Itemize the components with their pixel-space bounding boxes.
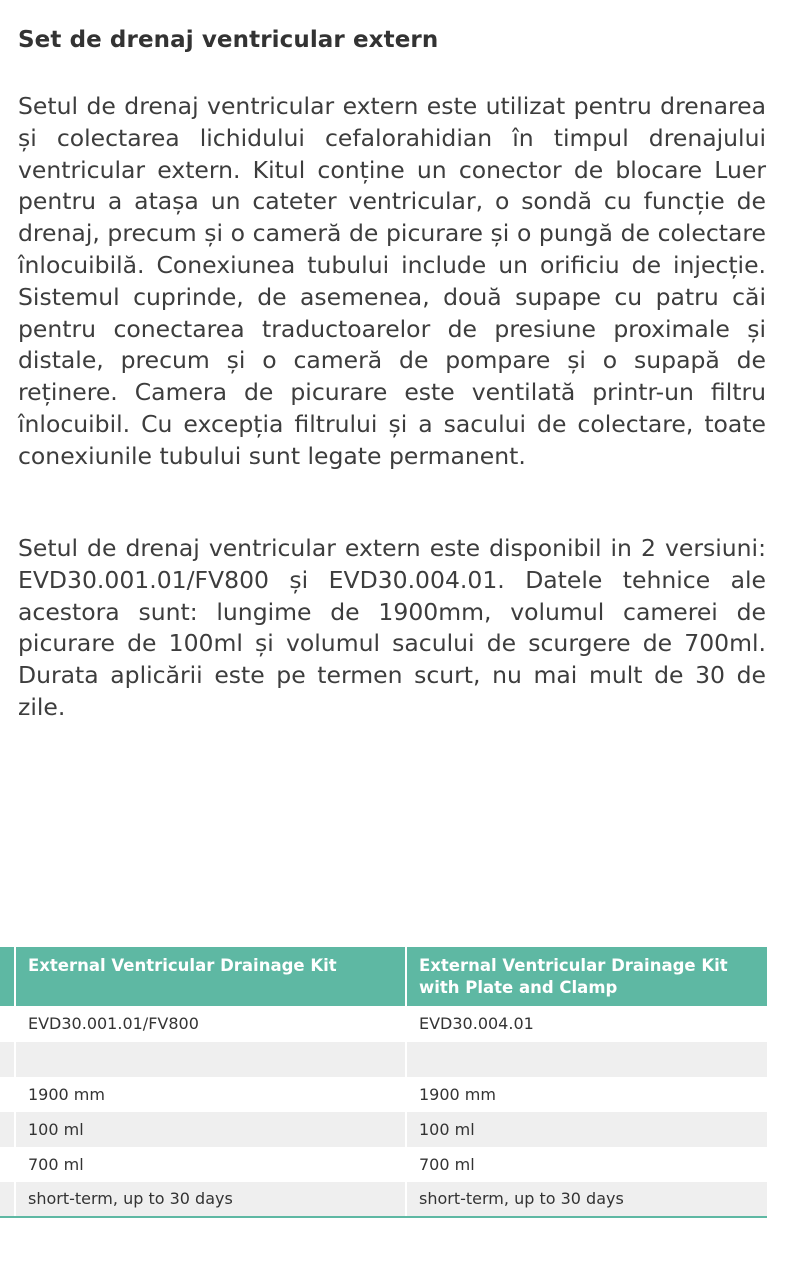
table-cell: 700 ml [406,1147,767,1182]
table-cell [0,1042,15,1077]
description-paragraph: Setul de drenaj ventricular extern este utilizat pentru drenarea și colectarea lichidului cefalorahidian în timpul drenajului ventricular extern. Kitul conține un conector de blocare Luer pentru a atașa un cateter ventricular, o sondă cu funcție de drenaj, precum și o cameră de picurare și o pungă de colectare înlocuibilă. Conexiunea tubului include un orificiu de injecție. Sistemul cuprinde, de asemenea, două supape cu patru căi pentru conectarea traductoarelor de presiune proximale și distale, precum și o cameră de pompare și o supapă de reținere. Camera de picurare este ventilată printr-un filtru înlocuibil. Cu excepția filtrului și a sacului de colectare, toate conexiunile tubului sunt legate permanent. [18,92,766,470]
table-cell: 1900 mm [406,1077,767,1112]
versions-paragraph: Setul de drenaj ventricular extern este disponibil in 2 versiuni: EVD30.001.01/FV800 și EVD30.004.01. Datele tehnice ale acestora sunt: lungime de 1900mm, volumul camerei de picurare de 100ml și volumul sacului de scurgere de 700ml. Durata aplicării este pe termen scurt, nu mai mult de 30 de zile. [18,534,766,721]
table-cell: 700 ml [15,1147,406,1182]
table-cell [406,1042,767,1077]
table-header-label-col [0,947,15,1006]
table-cell: EVD30.004.01 [406,1006,767,1042]
table-cell [0,1006,15,1042]
specs-table-container[interactable] [0,947,767,1218]
table-cell [15,1042,406,1077]
table-cell [0,1147,15,1182]
table-cell: EVD30.001.01/FV800 [15,1006,406,1042]
table-header-row [0,947,767,1006]
specs-table [0,947,767,1218]
table-cell [0,1112,15,1147]
table-row [0,1042,767,1077]
table-cell [0,1077,15,1112]
page-title: Set de drenaj ventricular extern [18,27,439,53]
table-cell [0,1182,15,1217]
table-cell: 1900 mm [15,1077,406,1112]
table-cell: 100 ml [15,1112,406,1147]
table-row [0,1182,767,1217]
table-row [0,1077,767,1112]
table-row [0,1112,767,1147]
table-row [0,1006,767,1042]
table-cell: short-term, up to 30 days [406,1182,767,1217]
table-header-kit: External Ventricular Drainage Kit [15,947,406,1006]
table-cell: short-term, up to 30 days [15,1182,406,1217]
table-cell: 100 ml [406,1112,767,1147]
table-row [0,1147,767,1182]
table-header-kit-plate-clamp: External Ventricular Drainage Kit with Plate and Clamp [406,947,767,1006]
